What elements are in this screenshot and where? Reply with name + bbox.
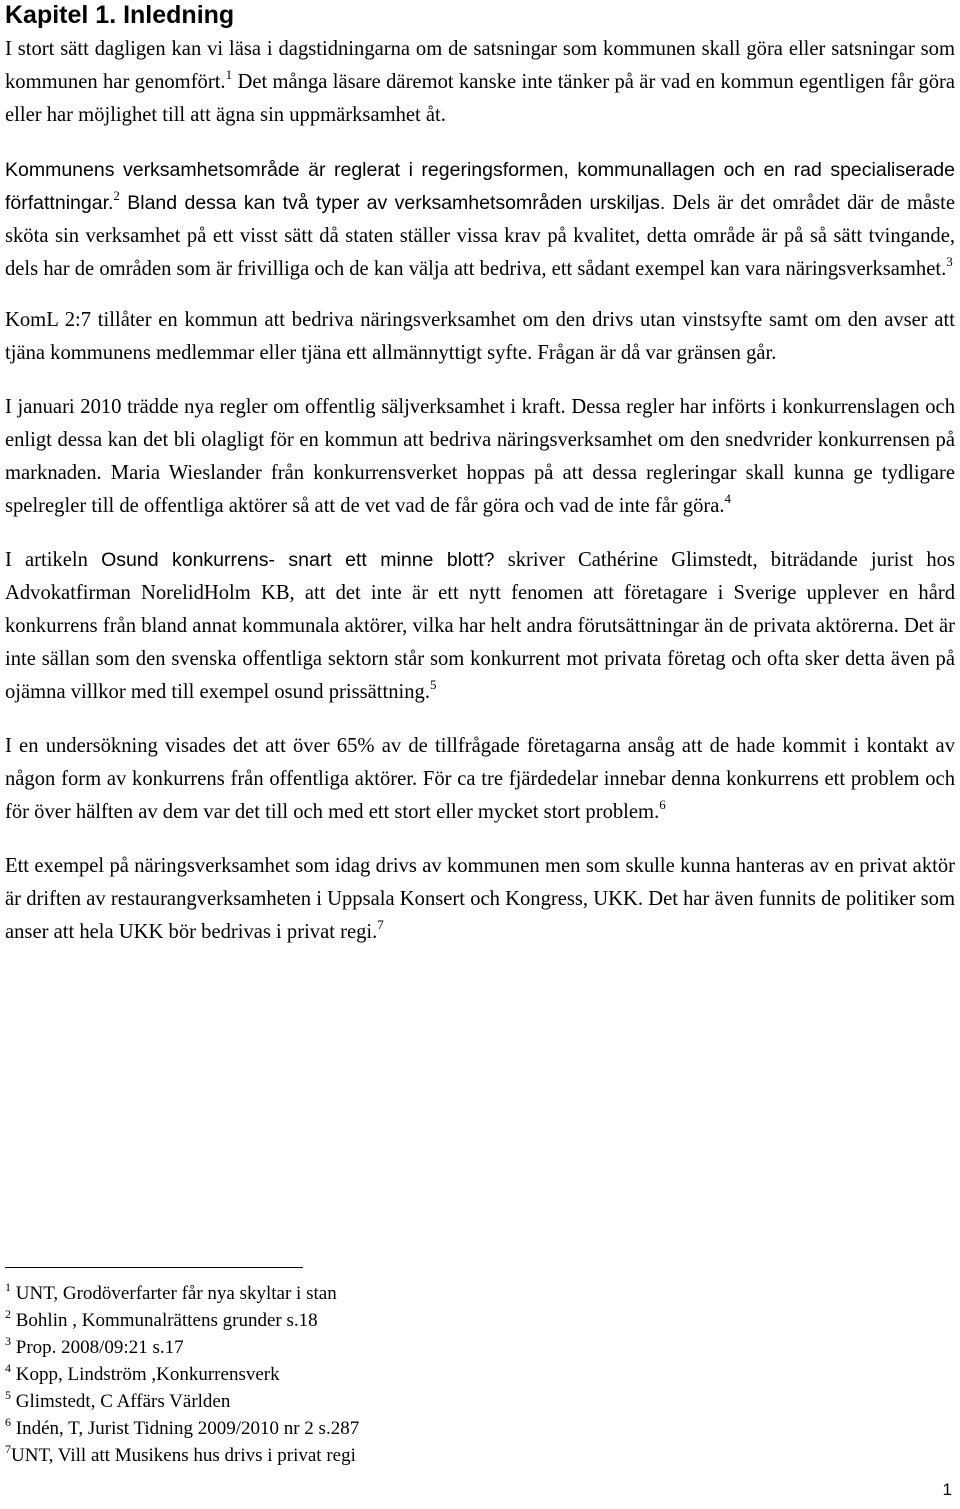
footnote-item: [5, 1442, 359, 1469]
footnote-number: 4: [5, 1361, 11, 1375]
footnotes-list: [5, 1280, 359, 1469]
paragraph-scope: [5, 154, 955, 286]
footnote-item: [5, 1307, 359, 1334]
paragraph-text: I en undersökning visades det att över 65% av de tillfrågade företagarna ansåg att de hade kommit i kontakt av någon form av konkurrens från offentliga aktörer. För ca tre fjärdedelar innebar denna konkurrens ett problem och för över hälften av dem var det till och med ett stort eller mycket stort problem.: [5, 735, 955, 823]
paragraph-intro: [5, 33, 955, 132]
paragraph-text: Dels är det området där de måste sköta sin verksamhet på ett visst sätt då staten ställer vissa krav på kvalitet, detta område är på så sätt tvingande, dels har de områden som är frivilliga och de kan välja att bedriva, ett sådant exempel kan vara näringsverksamhet.: [5, 192, 956, 280]
chapter-title: Kapitel 1. Inledning: [5, 1, 235, 29]
paragraph-koml: KomL 2:7 tillåter en kommun att bedriva näringsverksamhet om den drivs utan vinstsyfte samt om den avser att tjäna kommunens medlemmar eller tjäna ett allmännyttigt syfte. Frågan är då var gränsen går.: [5, 309, 955, 364]
footnote-number: 6: [5, 1415, 11, 1429]
footnote-item: [5, 1415, 359, 1442]
paragraph-text: Bland dessa kan två typer av verksamhetsområden urskiljas.: [119, 192, 666, 214]
footnote-text: UNT, Vill att Musikens hus drivs i privat regi: [11, 1445, 356, 1466]
paragraph-exempel: [5, 850, 955, 949]
footnote-number: 7: [5, 1442, 11, 1456]
footnote-text: Glimstedt, C Affärs Världen: [11, 1391, 231, 1412]
paragraph-text: Det många läsare däremot kanske inte tänker på är vad en kommun egentligen får göra eller har möjlighet till att ägna sin uppmärksamhet åt.: [5, 71, 956, 126]
document-page: [5, 0, 955, 949]
footnote-item: [5, 1388, 359, 1415]
paragraph-artikel: [5, 544, 955, 709]
footnote-text: Indén, T, Jurist Tidning 2009/2010 nr 2 s.287: [11, 1418, 360, 1439]
paragraph-undersokning: [5, 730, 955, 829]
footnote-ref: 5: [429, 677, 437, 692]
page-number: 1: [942, 1480, 952, 1499]
footnote-text: Bohlin , Kommunalrättens grunder s.18: [11, 1310, 318, 1331]
footnote-number: 5: [5, 1388, 11, 1402]
paragraph-text: Ett exempel på näringsverksamhet som idag drivs av kommunen men som skulle kunna hanteras av en privat aktör är driften av restaurangverksamheten i Uppsala Konsert och Kongress, UKK. Det har även funnits de politiker som anser att hela UKK bör bedrivas i privat regi.: [5, 855, 955, 943]
footnote-text: UNT, Grodöverfarter får nya skyltar i stan: [11, 1283, 337, 1304]
footnote-item: [5, 1334, 359, 1361]
paragraph-text: skriver Cathérine Glimstedt, biträdande jurist hos Advokatfirman NorelidHolm KB, att det inte är ett nytt fenomen att företagare i Sverige upplever en hård konkurrens från bland annat kommunala aktörer, vilka har helt andra förutsättningar än de privata aktörerna. Det är inte sällan som den svenska offentliga sektorn står som konkurrent mot privata företag och ofta sker detta även på ojämna villkor med till exempel osund prissättning.: [5, 549, 955, 703]
footnote-item: [5, 1361, 359, 1388]
footnote-number: 2: [5, 1307, 11, 1321]
footnote-ref: 6: [659, 797, 666, 812]
footnote-separator: [5, 1267, 303, 1268]
footnote-ref: 4: [724, 491, 732, 506]
footnote-number: 3: [5, 1334, 11, 1348]
paragraph-text: I januari 2010 trädde nya regler om offentlig säljverksamhet i kraft. Dessa regler har införts i konkurrenslagen och enligt dessa kan det bli olagligt för en kommun att bedriva näringsverksamhet om den snedvrider konkurrensen på marknaden. Maria Wieslander från konkurrensverket hoppas på att dessa regleringar skall kunna ge tydligare spelregler till de offentliga aktörer så att de vet vad de får göra och vad de inte får göra.: [5, 396, 955, 517]
footnote-ref: 2: [113, 188, 120, 203]
footnote-text: Kopp, Lindström ,Konkurrensverk: [11, 1364, 280, 1385]
footnote-ref: 3: [946, 254, 953, 269]
article-title: Osund konkurrens- snart ett minne blott?: [101, 549, 495, 571]
footnote-item: [5, 1280, 359, 1307]
footnote-text: Prop. 2008/09:21 s.17: [11, 1337, 184, 1358]
paragraph-regler: [5, 391, 955, 523]
footnote-ref: 1: [225, 67, 233, 82]
paragraph-text: Kommunens verksamhetsområde är reglerat i regeringsformen, kommunallagen och en rad specialiserade författningar.: [5, 159, 955, 214]
paragraph-text: I artikeln: [5, 549, 102, 571]
footnote-ref: 7: [377, 917, 384, 932]
footnote-number: 1: [5, 1280, 11, 1294]
paragraph-text: I stort sätt dagligen kan vi läsa i dagstidningarna om de satsningar som kommunen skall göra eller satsningar som kommunen har genomfört.: [5, 38, 955, 93]
